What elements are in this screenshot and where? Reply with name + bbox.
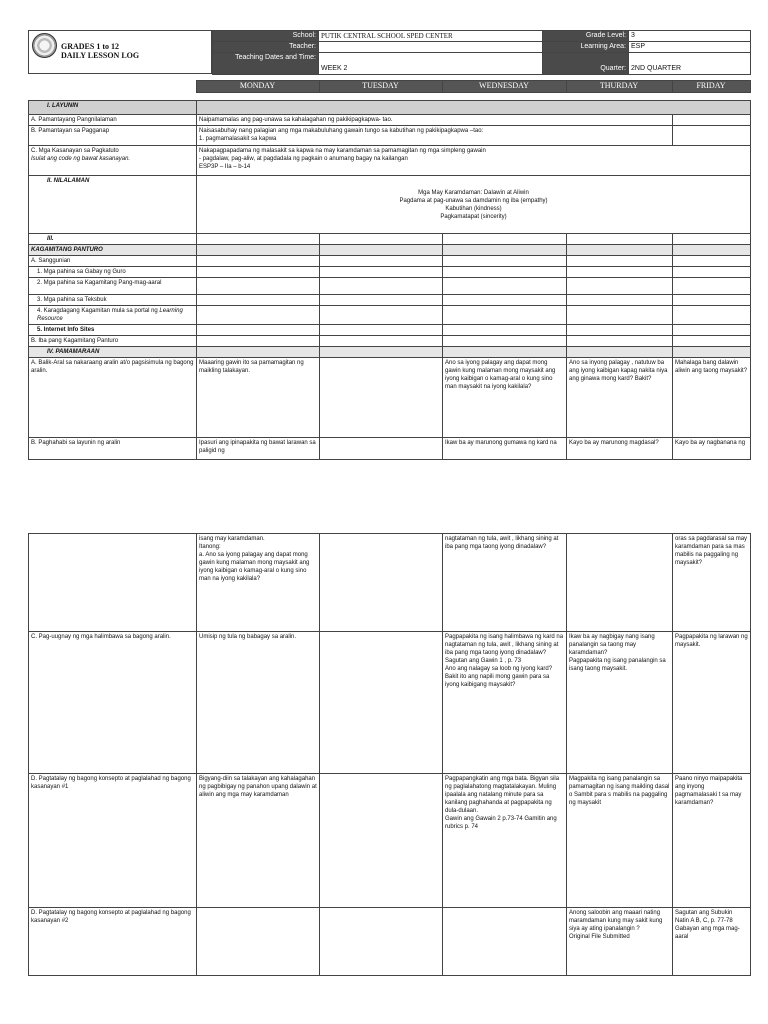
- ref-internet-sites: 5. Internet Info Sites: [29, 325, 197, 336]
- lesson-table-2: [28, 533, 751, 976]
- day-wednesday: WEDNESDAY: [442, 81, 566, 93]
- konsepto-1-thursday: Magpakita ng isang panalangin sa pamamagitan ng isang maikling dasal o Sambit para s mabilis na paggaling ng maysakit: [567, 774, 673, 908]
- day-friday: FRIDAY: [672, 81, 750, 93]
- nilalaman-text: Mga May Karamdaman: Dalawin at Aliwin Pagdama at pag-unawa sa damdamin ng iba (empathy) Kabutihan (kindness) Pagkamatapat (sincerity): [197, 176, 751, 234]
- nilalaman-label: II. NILALAMAN: [29, 176, 197, 234]
- pamantayang-pangnilalaman-label: A. Pamantayang Pangnilalaman: [29, 115, 197, 126]
- konsepto-2-friday: Sagutan ang Subukin Natin A B, C, p. 77-78 Gabayan ang mga mag-aaral: [673, 908, 751, 976]
- konsepto-1-label: D. Pagtatalay ng bagong konsepto at paglalahad ng bagong kasanayan #1: [29, 774, 197, 908]
- area-value: ESP: [629, 42, 751, 53]
- day-header: [28, 80, 751, 93]
- konsepto-1-monday: Bigyang-diin sa talakayan ang kahalagahan ng pagbibigay ng panahon upang dalawin at aliwin ang mga may karamdaman: [197, 774, 320, 908]
- pamantayan-pagganap-text: Naisasabuhay nang palagian ang mga makabuluhang gawain tungo sa kabutihan ng pakikipagkapwa –tao: 1. pagmamalasakit sa kapwa: [197, 126, 673, 146]
- pag-uugnay-monday: Umisip ng tula ng babagay sa aralin.: [197, 632, 320, 774]
- teacher-value: [319, 42, 543, 53]
- quarter-value: 2ND QUARTER: [629, 53, 751, 75]
- dll-page-1: [0, 0, 768, 470]
- pag-uugnay-thursday: Ikaw ba ay nagbigay nang isang panalangin sa taong may karamdaman? Pagpapakita ng isang panalangin sa isang taong maysakit.: [567, 632, 673, 774]
- konsepto-2-thursday: Anong saloobin ang maaari nating maramdaman kung may sakit kung siya ay ating ipanalangin ? Original File Submitted: [567, 908, 673, 976]
- dates-value: WEEK 2: [319, 53, 543, 75]
- ref-kagamitang-pang-mag-aaral: 2. Mga pahina sa Kagamitang Pang-mag-aaral: [29, 278, 197, 295]
- balik-aral-wednesday: Ano sa iyong palagay ang dapat mong gawin kung malaman mong maysakit ang iyong kaibigan o kamag-aral o kung sino man maysakit na iyong kakilala?: [443, 358, 567, 438]
- quarter-label: Quarter:: [543, 53, 629, 75]
- grade-label: Grade Level:: [543, 31, 629, 42]
- pamantayan-pagganap-label: B. Pamantayan sa Pagganap: [29, 126, 197, 146]
- konsepto-1-friday: Paano ninyo maipapakita ang inyong pagmamalasaki t sa may karamdaman?: [673, 774, 751, 908]
- paghahabi-label: B. Paghahabi sa layunin ng aralin: [29, 438, 197, 460]
- header-table: [212, 30, 751, 75]
- school-value: PUTIK CENTRAL SCHOOL SPED CENTER: [319, 31, 543, 42]
- paghahabi-wednesday: Ikaw ba ay marunong gumawa ng kard na: [443, 438, 567, 460]
- area-label: Learning Area:: [543, 42, 629, 53]
- lesson-table-1: [28, 100, 751, 460]
- day-tuesday: TUESDAY: [319, 81, 442, 93]
- ref-gabay-guro: 1. Mga pahina sa Gabay ng Guro: [29, 267, 197, 278]
- dates-label: Teaching Dates and Time:: [213, 53, 319, 75]
- pamamaraan-label: IV. PAMAMARAAN: [29, 347, 197, 358]
- paghahabi-friday-cont: oras sa pagdarasal sa may karamdaman para sa mas mabilis na paggaling ng maysakit?: [673, 534, 751, 632]
- pag-uugnay-friday: Pagpapakita ng larawan ng maysakit.: [673, 632, 751, 774]
- sanggunian-label: A. Sanggunian: [29, 256, 197, 267]
- balik-aral-monday: Maaaring gawin ito sa pamamagitan ng maikling talakayan.: [197, 358, 320, 438]
- paghahabi-wednesday-cont: nagtataman ng tula, awit , likhang sining at iba pang mga taong iyong dinadalaw?: [443, 534, 567, 632]
- iba-pang-kagamitan-label: B. Iba pang Kagamitang Panturo: [29, 336, 197, 347]
- paghahabi-monday: Ipasuri ang ipinapakita ng bawat larawan sa paligid ng: [197, 438, 320, 460]
- day-monday: MONDAY: [196, 81, 319, 93]
- pamantayang-pangnilalaman-text: Naipamamalas ang pag-unawa sa kahalagahan ng pakikipagkapwa- tao.: [197, 115, 673, 126]
- kasanayan-text: Nakapagpapadama ng malasakit sa kapwa na may karamdaman sa pamamagitan ng mga simpleng gawain - pagdalaw, pag-aliw, at pagdadala ng pagkain o anumang bagay na kailangan: [199, 148, 486, 162]
- dll-page-2: [0, 533, 768, 1024]
- konsepto-2-label: D. Pagtatalay ng bagong konsepto at paglalahad ng bagong kasanayan #2: [29, 908, 197, 976]
- pag-uugnay-label: C. Pag-uugnay ng mga halimbawa sa bagong aralin.: [29, 632, 197, 774]
- pag-uugnay-wednesday: Pagpapakita ng isang halimbawa ng kard na nagtataman ng tula, awit , likhang sining at iba pang mga taong iyong dinadalaw? Sagutan ang Gawin 1 , p. 73 Ano ang nalagay sa loob ng iyong kard? Bakit ito ang napili mong gawin para sa iyong kaibigang maysakit?: [443, 632, 567, 774]
- school-label: School:: [213, 31, 319, 42]
- section-iii-label: III.: [29, 234, 197, 245]
- logo-block: [28, 30, 212, 74]
- balik-aral-friday: Mahalaga bang dalawin aliwin ang taong maysakit?: [673, 358, 751, 438]
- kasanayan-label: C. Mga Kasanayan sa Pagkatuto: [31, 148, 119, 154]
- day-thursday: THURDAY: [566, 81, 672, 93]
- balik-aral-thursday: Ano sa inyong palagay , natutuw ba ang iyong kaibigan kapag nakita niya ang ginawa mong kard? Bakit?: [567, 358, 673, 438]
- ref-portal-learning-resource: Learning Resource: [37, 308, 183, 322]
- logo-title-line2: DAILY LESSON LOG: [61, 51, 140, 60]
- paghahabi-thursday: Kayo ba ay marunong magdasal?: [567, 438, 673, 460]
- ref-teksbuk: 3. Mga pahina sa Teksbuk: [29, 295, 197, 306]
- teacher-label: Teacher:: [213, 42, 319, 53]
- paghahabi-monday-cont: isang may karamdaman. Itanong: a. Ano sa iyong palagay ang dapat mong gawin kung malaman mong maysakit ang iyong kaibigan o kamag-aral o kung sino man na iyong kakilala?: [197, 534, 320, 632]
- grade-value: 3: [629, 31, 751, 42]
- logo-title-line1: GRADES 1 to 12: [61, 42, 120, 51]
- paghahabi-friday: Kayo ba ay nagbanana ng: [673, 438, 751, 460]
- kasanayan-code: ESP3P – IIa – b-14: [199, 164, 251, 170]
- ref-portal: 4. Karagdagang Kagamitan mula sa portal ng: [37, 308, 160, 314]
- kasanayan-sublabel: Isulat ang code ng bawat kasanayan.: [31, 156, 131, 162]
- kagamitang-panturo-label: KAGAMITANG PANTURO: [29, 245, 197, 256]
- layunin-heading: I. LAYUNIN: [29, 101, 197, 115]
- balik-aral-label: A. Balik-Aral sa nakaraang aralin at/o pagsisimula ng bagong aralin.: [29, 358, 197, 438]
- konsepto-1-wednesday: Pagpapangkatin ang mga bata. Bigyan sila ng paglalahatong magtatalakayan. Muling ipaalala ang natalang minute para sa kanilang paghahanda at pagpapakita ng dula-dulaan. Gawin ang Gawain 2 p.73-74 Gamitin ang rubrics p. 74: [443, 774, 567, 908]
- deped-seal-icon: [32, 33, 57, 58]
